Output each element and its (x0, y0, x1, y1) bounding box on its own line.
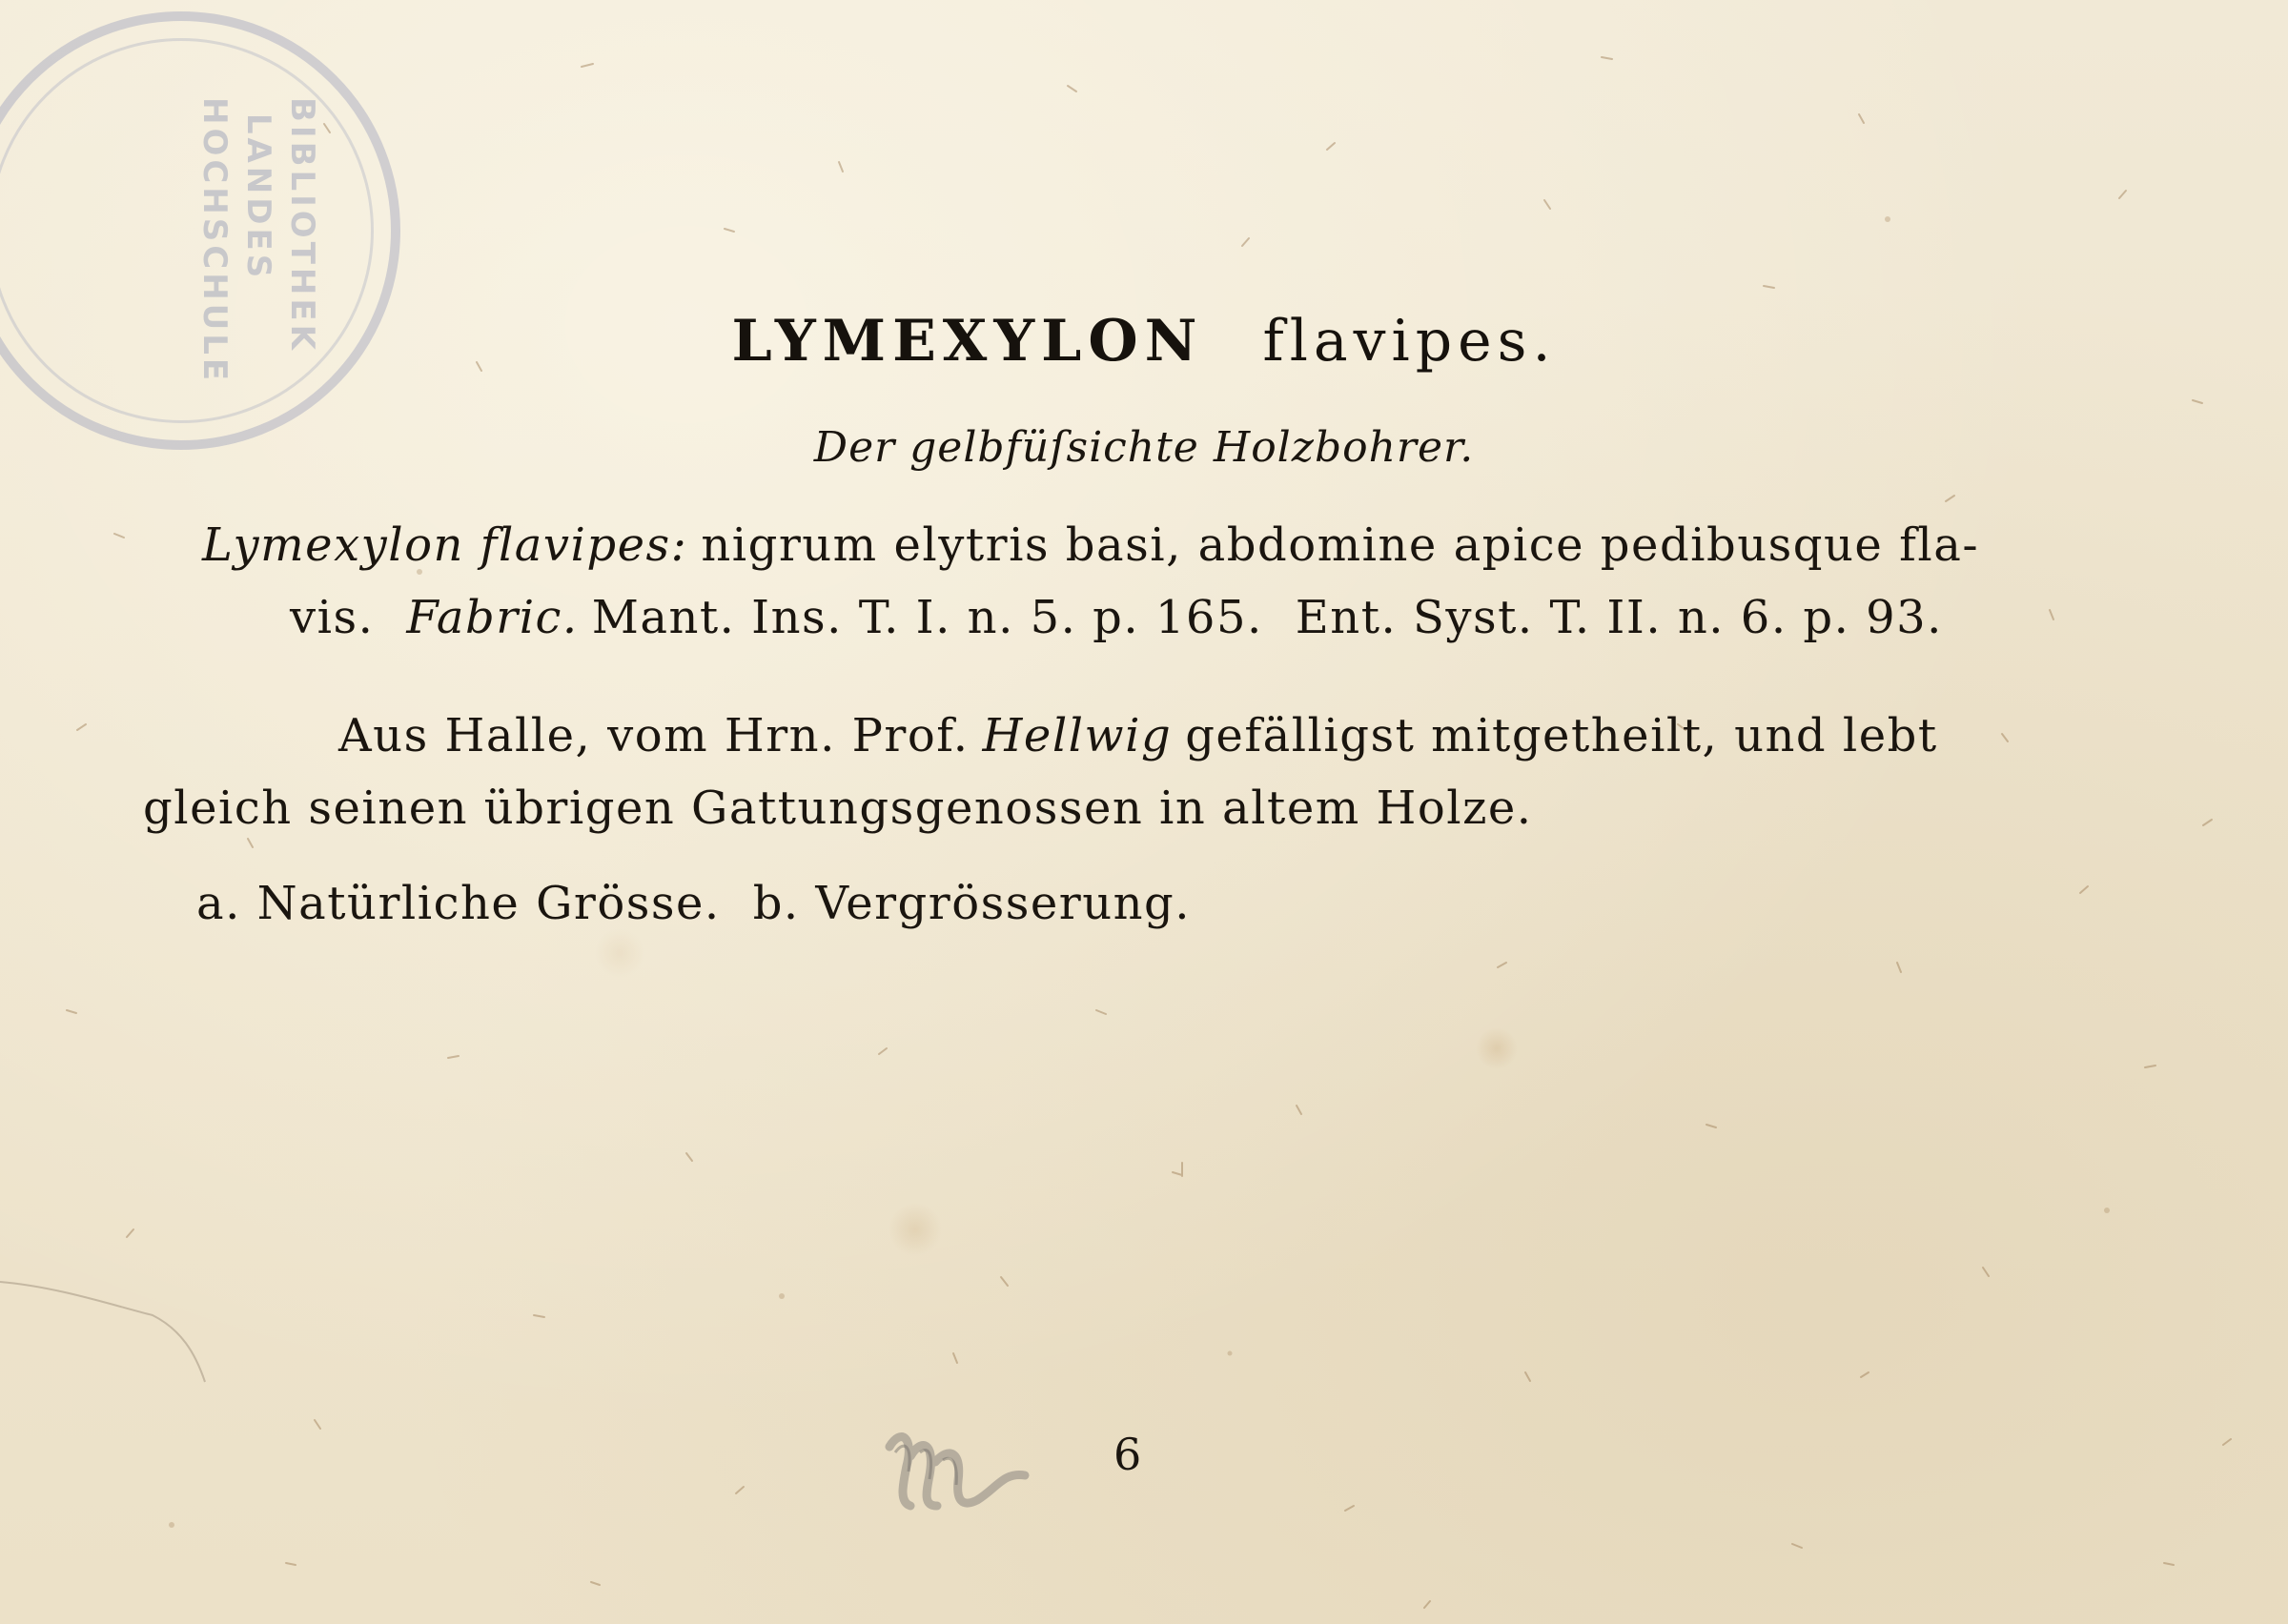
description-text: nigrum elytris basi, abdomine apice pedibusque fla- (701, 518, 1980, 572)
page-number: 6 (1113, 1429, 1142, 1480)
origin-text-end: gefälligst mitgetheilt, und lebt (1185, 709, 1938, 762)
figure-legend (196, 873, 1531, 934)
handwritten-signature (882, 1418, 1034, 1523)
origin-line-2: gleich seinen übrigen Gattungsgenossen in altem Holze. (143, 782, 1533, 835)
species-title (0, 303, 2288, 379)
origin-text-start: Aus Halle, vom Hrn. Prof. (338, 709, 970, 762)
origin-person: Hellwig (982, 709, 1173, 762)
reference-mantissa: Mant. Ins. T. I. n. 5. p. 165. (591, 591, 1263, 644)
common-name: Der gelbfüſsichte Holzbohrer. (813, 423, 1475, 472)
species-name: flavipes. (1262, 308, 1557, 375)
stamp-line: HOCHSCHULE (195, 97, 234, 385)
stamp-text (193, 97, 324, 385)
description-line-1 (202, 515, 2109, 576)
origin-line-1 (338, 705, 2112, 766)
reference-systema: Ent. Syst. T. II. n. 6. p. 93. (1295, 591, 1943, 644)
library-stamp (0, 11, 400, 450)
description-continuation: vis. (290, 591, 375, 644)
description-line-2 (290, 587, 2101, 648)
legend-b: b. Vergrösserung. (752, 877, 1192, 930)
description-binomial: Lymexylon flavipes: (202, 518, 688, 572)
stamp-line: LANDES (239, 112, 277, 282)
legend-a: a. Natürliche Grösse. (196, 877, 721, 930)
genus-name: LYMEXYLON (731, 308, 1204, 375)
reference-author: Fabric. (406, 591, 579, 644)
stamp-line: BIBLIOTHEK (283, 97, 321, 354)
